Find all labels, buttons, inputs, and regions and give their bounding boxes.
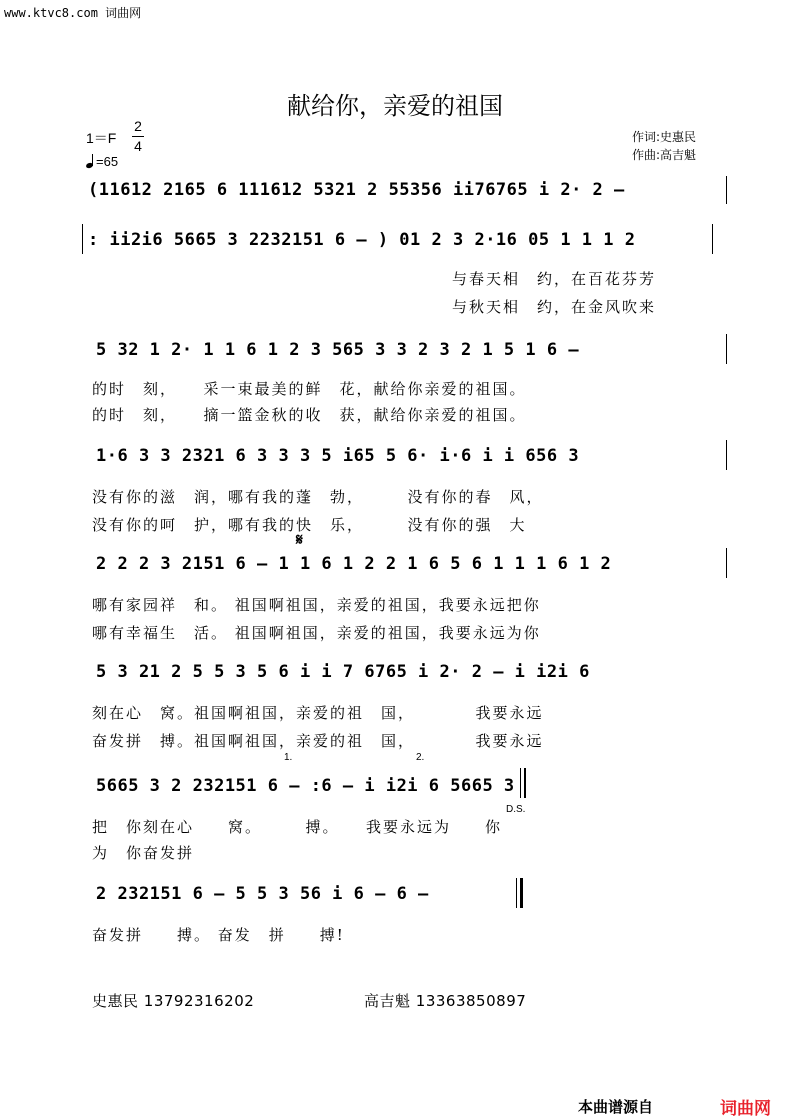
- lyric-line: 没有你的滋 润，哪有我的蓬 勃， 没有你的春 风，: [92, 488, 544, 506]
- notation-row-3: 5 32 1 2· 1 1 6 1 2 3 565 3 3 2 3 2 1 5 1 6 –: [96, 340, 580, 360]
- time-signature-bar: [132, 136, 144, 137]
- contact-name: 高吉魁: [364, 992, 411, 1010]
- composer-credit: 作曲:高吉魁: [632, 148, 697, 162]
- lyric-line: 的时 刻， 摘一篮金秋的收 获，献给你亲爱的祖国。: [92, 406, 527, 424]
- lyric-line: 与春天相 约，在百花芬芳: [452, 270, 657, 288]
- song-title: 献给你，亲爱的祖国: [287, 92, 503, 120]
- contact-phone: 13792316202: [143, 992, 255, 1010]
- lyric-line: 奋发拼 搏。祖国啊祖国，亲爱的祖 国， 我要永远: [92, 732, 544, 750]
- barline: [712, 224, 713, 254]
- lyric-line: 奋发拼 搏。 奋发 拼 搏!: [92, 926, 345, 944]
- contact-name: 史惠民: [92, 992, 139, 1010]
- volta-1-label: 1.: [284, 752, 293, 763]
- time-signature: [132, 118, 144, 155]
- double-barline: [524, 768, 526, 798]
- notation-row-7: 5665 3 2 232151 6 – :6 – i i2i 6 5665 3: [96, 776, 515, 796]
- barline: [726, 334, 727, 364]
- lyric-line: 与秋天相 约，在金风吹来: [452, 298, 657, 316]
- lyric-line: 为 你奋发拼: [92, 844, 195, 862]
- lyric-line: 没有你的呵 护，哪有我的快 乐， 没有你的强 大: [92, 516, 527, 534]
- site-url[interactable]: www.ktvc8.com 词曲网: [4, 6, 142, 20]
- lyricist-credit: 作词:史惠民: [632, 130, 697, 144]
- barline: [726, 176, 727, 204]
- notation-row-4: 1·6 3 3 2321 6 3 3 3 5 i65 5 6· i·6 i i 656 3: [96, 446, 580, 466]
- repeat-barline: [82, 224, 83, 254]
- time-signature-top: 2: [134, 118, 142, 134]
- footer-logo[interactable]: 词曲网: [720, 1099, 771, 1119]
- notation-row-1: (11612 2165 6 111612 5321 2 55356 ii76765 i 2· 2 –: [88, 180, 625, 200]
- lyric-line: 的时 刻， 采一束最美的鲜 花，献给你亲爱的祖国。: [92, 380, 527, 398]
- double-barline: [520, 768, 521, 798]
- barline: [726, 440, 727, 470]
- notation-row-6: 5 3 21 2 5 5 3 5 6 i i 7 6765 i 2· 2 – i i2i 6: [96, 662, 590, 682]
- time-signature-bottom: 4: [134, 138, 142, 154]
- contact-composer: [364, 990, 526, 1011]
- lyric-line: 哪有家园祥 和。 祖国啊祖国，亲爱的祖国，我要永远把你: [92, 596, 541, 614]
- ds-mark: D.S.: [506, 804, 526, 815]
- quarter-note-icon: [86, 154, 96, 168]
- notation-row-2: : ii2i6 5665 3 2232151 6 – ) 01 2 3 2·16 05 1 1 1 2: [88, 230, 636, 250]
- lyric-line: 刻在心 窝。祖国啊祖国，亲爱的祖 国， 我要永远: [92, 704, 544, 722]
- lyric-line: 把 你刻在心 窝。 搏。 我要永远为 你: [92, 818, 503, 836]
- notation-row-5: 2 2 2 3 2151 6 – 1 1 6 1 2 2 1 6 5 6 1 1 1 6 1 2: [96, 554, 612, 574]
- footer-source-text: 本曲谱源自: [578, 1098, 654, 1116]
- segno-mark: 𝄋: [296, 530, 303, 549]
- contact-phone: 13363850897: [415, 992, 527, 1010]
- notation-row-8: 2 232151 6 – 5 5 3 56 i 6 – 6 –: [96, 884, 429, 904]
- final-barline: [516, 878, 517, 908]
- barline: [726, 548, 727, 578]
- key-signature: 1＝F: [86, 130, 117, 146]
- final-barline: [520, 878, 523, 908]
- lyric-line: 哪有幸福生 活。 祖国啊祖国，亲爱的祖国，我要永远为你: [92, 624, 541, 642]
- volta-2-label: 2.: [416, 752, 425, 763]
- tempo-marking: [86, 154, 118, 169]
- contact-lyricist: [92, 990, 254, 1011]
- tempo-value: =65: [96, 154, 119, 169]
